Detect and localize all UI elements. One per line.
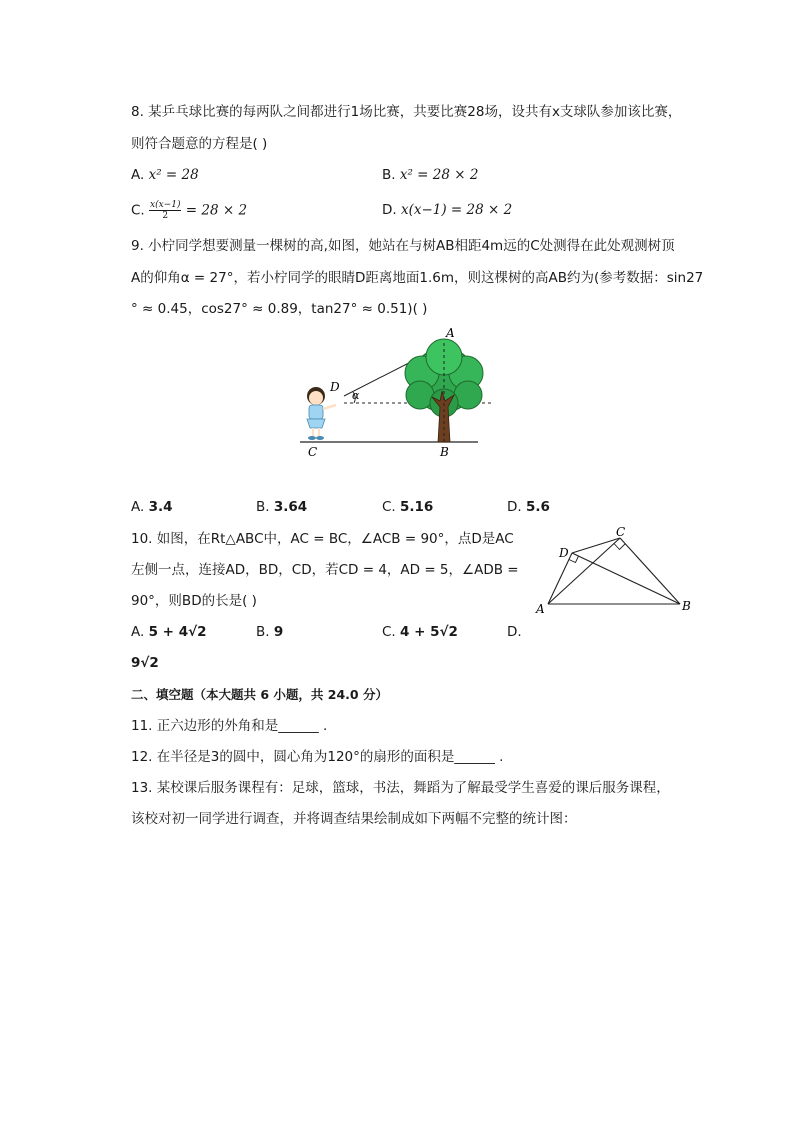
q12-stem: 12. 在半径是3的圆中，圆心角为120°的扇形的面积是______ . (131, 749, 504, 765)
q10-option-a[interactable]: A. 5 + 4√2 (131, 624, 207, 640)
q10-option-b[interactable]: B. 9 (256, 624, 284, 640)
q8-option-c[interactable]: C. $\frac{x(x-1)}{2}$ = 28 × 2 (131, 200, 248, 221)
q9-stem-line1: 9. 小柠同学想要测量一棵树的高,如图，她站在与树AB相距4m远的C处测得在此处观测树顶 (131, 238, 675, 254)
q10-stem-line3: 90°，则BD的长是( ) (131, 593, 257, 609)
q10-option-c[interactable]: C. 4 + 5√2 (382, 624, 458, 640)
label-alpha: α (352, 389, 360, 402)
tree-icon (405, 339, 483, 442)
q10-option-d-text: 9√2 (131, 655, 159, 671)
q8-option-d-text: x(x−1) = 28 × 2 (400, 202, 513, 218)
q10-triangle-figure (532, 526, 702, 621)
q10-option-d-label[interactable]: D. (507, 624, 522, 640)
q9-stem-line3: ° ≈ 0.45，cos27° ≈ 0.89，tan27° ≈ 0.51)( ) (131, 301, 428, 317)
label-d: D (559, 546, 569, 560)
q13-stem-line1: 13. 某校课后服务课程有：足球，篮球，书法，舞蹈为了解最受学生喜爱的课后服务课程， (131, 780, 670, 796)
q8-option-b[interactable]: B. x² = 28 × 2 (382, 167, 479, 183)
label-b: B (440, 445, 449, 459)
girl-icon (307, 387, 336, 440)
q11-stem: 11. 正六边形的外角和是______ . (131, 718, 328, 734)
section-title: 二、填空题（本大题共 6 小题，共 24.0 分） (131, 687, 388, 702)
label-d: D (330, 380, 340, 394)
segment-bd (572, 553, 680, 604)
q13-stem-line2: 该校对初一同学进行调查，并将调查结果绘制成如下两幅不完整的统计图： (131, 811, 577, 827)
q9-option-d[interactable]: D. 5.6 (507, 499, 550, 515)
q8-option-a[interactable]: A. x² = 28 (131, 167, 199, 183)
label-c: C (308, 445, 318, 459)
q9-option-c[interactable]: C. 5.16 (382, 499, 434, 515)
q8-option-b-text: x² = 28 × 2 (399, 167, 479, 183)
q9-option-b[interactable]: B. 3.64 (256, 499, 308, 515)
label-c: C (616, 526, 626, 539)
q8-option-a-text: x² = 28 (148, 167, 199, 183)
q9-stem-line2: A的仰角α = 27°，若小柠同学的眼睛D距离地面1.6m，则这棵树的高AB约为(参考数据：sin27 (131, 270, 704, 286)
label-a: A (446, 326, 455, 340)
q8-stem-line2: 则符合题意的方程是( ) (131, 136, 268, 152)
q8-stem-line1: 8. 某乒乓球比赛的每两队之间都进行1场比赛，共要比赛28场，设共有x支球队参加该比赛， (131, 104, 682, 120)
label-a: A (536, 602, 545, 616)
q10-stem-line2: 左侧一点，连接AD，BD，CD，若CD = 4，AD = 5，∠ADB = (131, 562, 519, 578)
q9-option-a[interactable]: A. 3.4 (131, 499, 173, 515)
q9-tree-figure (292, 325, 502, 460)
label-b: B (682, 599, 691, 613)
q10-stem-line1: 10. 如图，在Rt△ABC中，AC = BC，∠ACB = 90°，点D是AC (131, 531, 514, 547)
q8-option-d[interactable]: D. x(x−1) = 28 × 2 (382, 202, 513, 218)
right-angle-c (614, 544, 626, 550)
segment-ad (548, 553, 572, 604)
segment-cd (572, 538, 620, 553)
q8-option-c-fraction: $\frac{x(x-1)}{2}$ (150, 200, 181, 221)
segment-bc (620, 538, 680, 604)
